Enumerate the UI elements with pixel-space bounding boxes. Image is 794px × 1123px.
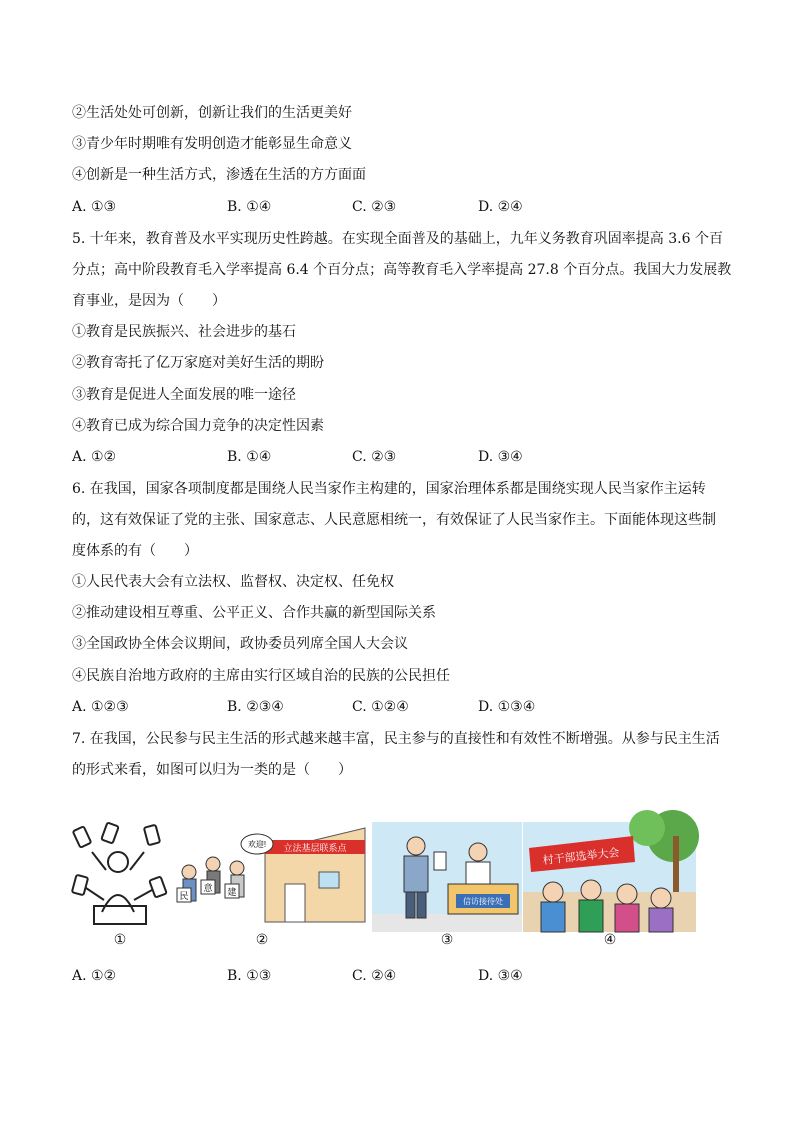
q5-stem-1: 5. 十年来，教育普及水平实现历史性跨越。在实现全面普及的基础上，九年义务教育巩固率提高 3.6 个百	[72, 231, 723, 247]
phone-people-illustration	[72, 822, 168, 932]
figure-4-banner: 村干部选举大会	[542, 847, 621, 867]
figure-2-board-3: 建	[227, 888, 237, 898]
q7-stem-1: 7. 在我国，公民参与民主生活的形式越来越丰富，民主参与的直接性和有效性不断增强。从参与民主生活	[72, 731, 720, 747]
figure-2-board-1: 民	[179, 892, 189, 902]
q6-option-a[interactable]: A. ①②③	[72, 699, 129, 715]
q6-item-1: ①人民代表大会有立法权、监督权、决定权、任免权	[72, 574, 394, 590]
q4-option-c[interactable]: C. ②③	[352, 199, 397, 215]
q6-option-c[interactable]: C. ①②④	[352, 699, 409, 715]
q7-option-a[interactable]: A. ①②	[72, 968, 117, 984]
figure-3-caption: ③	[440, 932, 454, 948]
q4-item-2: ②生活处处可创新，创新让我们的生活更美好	[72, 105, 352, 121]
q5-item-1: ①教育是民族振兴、社会进步的基石	[72, 324, 296, 340]
q5-item-2: ②教育寄托了亿万家庭对美好生活的期盼	[72, 355, 324, 371]
q6-stem-1: 6. 在我国，国家各项制度都是围绕人民当家作主构建的，国家治理体系都是围绕实现人民当家作主运转	[72, 481, 706, 497]
figure-4-caption: ④	[603, 932, 617, 948]
q7-option-b[interactable]: B. ①③	[227, 968, 272, 984]
q4-item-4: ④创新是一种生活方式，渗透在生活的方方面面	[72, 167, 366, 183]
q6-options	[72, 697, 712, 717]
figure-3-sign: 信访接待处	[463, 897, 503, 906]
q5-option-c[interactable]: C. ②③	[352, 449, 397, 465]
q5-item-3: ③教育是促进人全面发展的唯一途径	[72, 387, 296, 403]
q4-item-3: ③青少年时期唯有发明创造才能彰显生命意义	[72, 136, 352, 152]
q7-option-c[interactable]: C. ②④	[352, 968, 397, 984]
q5-option-a[interactable]: A. ①②	[72, 449, 117, 465]
figure-2-board-2: 意	[203, 884, 213, 894]
figure-2-sign: 立法基层联系点	[283, 843, 347, 853]
q7-options	[72, 966, 712, 986]
q4-options	[72, 197, 712, 217]
q6-item-4: ④民族自治地方政府的主席由实行区域自治的民族的公民担任	[72, 668, 450, 684]
q6-option-b[interactable]: B. ②③④	[227, 699, 284, 715]
q7-stem-2: 的形式来看，如图可以归为一类的是（ ）	[72, 762, 352, 778]
q5-option-d[interactable]: D. ③④	[478, 449, 523, 465]
figure-4	[523, 822, 696, 948]
q5-option-b[interactable]: B. ①④	[227, 449, 272, 465]
figure-2-caption: ②	[255, 932, 269, 948]
q4-option-d[interactable]: D. ②④	[478, 199, 523, 215]
q4-option-a[interactable]: A. ①③	[72, 199, 117, 215]
q4-option-b[interactable]: B. ①④	[227, 199, 272, 215]
figure-3	[372, 822, 522, 948]
q7-figures	[72, 822, 696, 948]
figure-1	[72, 822, 168, 948]
q5-stem-3: 育事业，是因为（ ）	[72, 293, 226, 309]
q6-stem-3: 度体系的有（ ）	[72, 543, 198, 559]
q6-option-d[interactable]: D. ①③④	[478, 699, 536, 715]
village-election-illustration	[523, 822, 696, 932]
petition-office-illustration	[372, 822, 522, 932]
figure-2	[169, 822, 371, 948]
q5-item-4: ④教育已成为综合国力竞争的决定性因素	[72, 418, 324, 434]
q6-stem-2: 的，这有效保证了党的主张、国家意志、人民意愿相统一，有效保证了人民当家作主。下面能体现这些制	[72, 512, 716, 528]
q5-stem-2: 分点；高中阶段教育毛入学率提高 6.4 个百分点；高等教育毛入学率提高 27.8 个百分点。我国大力发展教	[72, 262, 732, 278]
legislative-point-illustration	[169, 822, 371, 932]
q7-option-d[interactable]: D. ③④	[478, 968, 523, 984]
q5-options	[72, 447, 712, 467]
figure-2-bubble: 欢迎!	[247, 840, 267, 849]
figure-1-caption: ①	[113, 932, 127, 948]
q6-item-2: ②推动建设相互尊重、公平正义、合作共赢的新型国际关系	[72, 605, 436, 621]
q6-item-3: ③全国政协全体会议期间，政协委员列席全国人大会议	[72, 636, 408, 652]
